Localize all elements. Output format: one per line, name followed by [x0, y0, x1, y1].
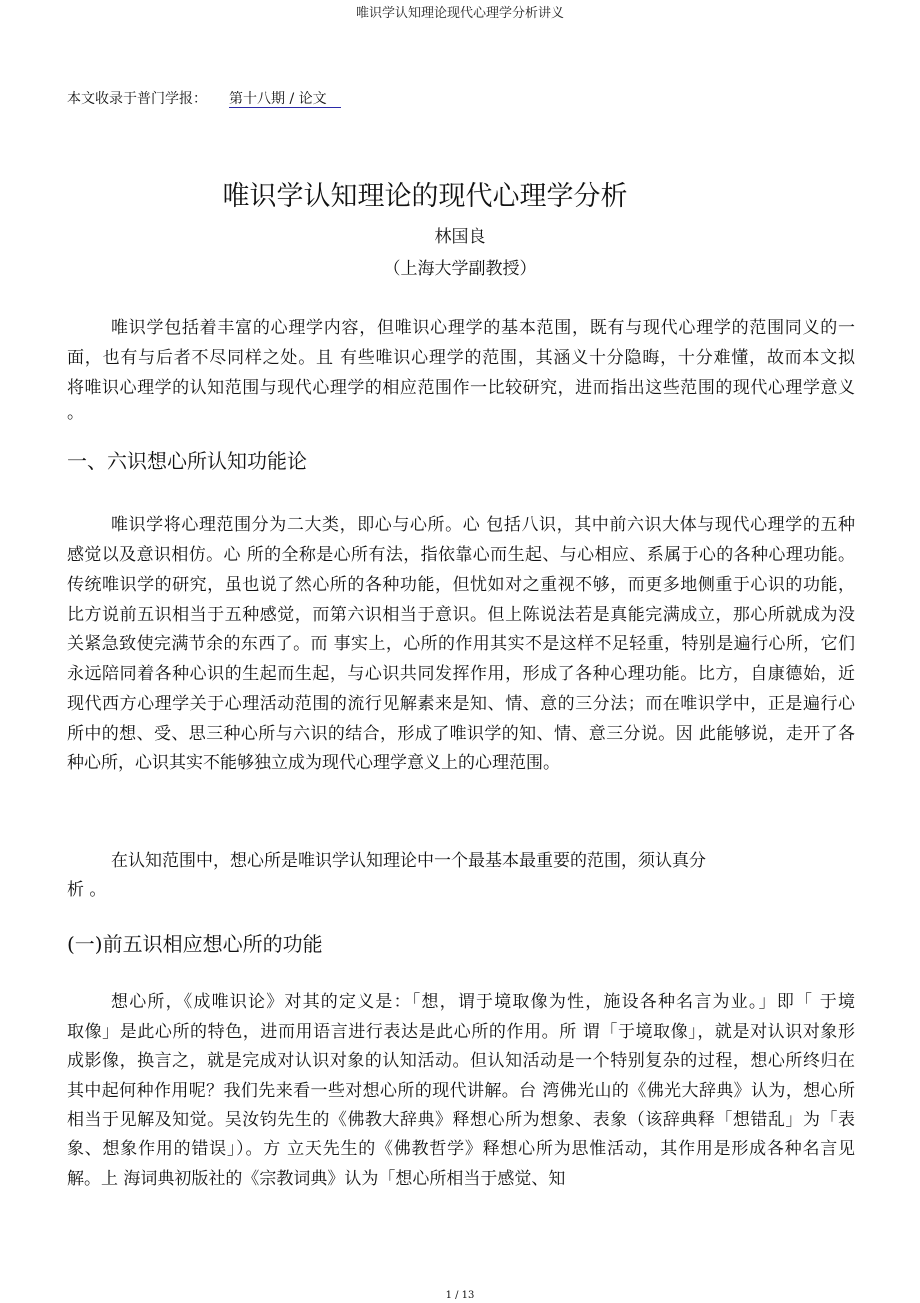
source-link[interactable]: 第十八期 / 论文: [229, 91, 341, 108]
text-line: 面，也有与后者不尽同样之处。且 有些唯识心理学的范围，其涵义十分隐晦，十分难懂，故而本文拟: [67, 348, 855, 368]
page-number: 1 / 13: [445, 1290, 475, 1301]
author: 林国良: [434, 227, 486, 247]
page-title: 唯识学认知理论的现代心理学分析: [222, 181, 628, 212]
subsection-heading: (一)前五识相应想心所的功能: [67, 932, 323, 956]
document-header: 唯识学认知理论现代心理学分析讲义: [355, 6, 564, 21]
text-line: 将唯识心理学的认知范围与现代心理学的相应范围作一比较研究，进而指出这些范围的现代心理学意义: [67, 378, 855, 398]
text-line: 所中的想、受、思三种心所与六识的结合，形成了唯识学的知、情、意三分说。因 此能够说，走开了各: [67, 724, 855, 744]
text-line: 唯识学将心理范围分为二大类，即心与心所。心 包括八识，其中前六识大体与现代心理学的五种: [111, 515, 855, 535]
text-line: 唯识学包括着丰富的心理学内容，但唯识心理学的基本范围，既有与现代心理学的范围同义的一: [111, 318, 855, 338]
text-line: 想心所，《成唯识论》对其的定义是：「想，谓于境取像为性，施设各种名言为业。」即「 于境: [111, 992, 855, 1012]
text-line: 其中起何种作用呢？我们先来看一些对想心所的现代讲解。台 湾佛光山的《佛光大辞典》认为，想心所: [67, 1081, 855, 1101]
text-line: 永远陪同着各种心识的生起而生起，与心识共同发挥作用，形成了各种心理功能。比方，自康德始，近: [67, 664, 855, 684]
text-line: 象、想象作用的错误」）。方 立天先生的《佛教哲学》释想心所为思惟活动，其作用是形成各种名言见: [67, 1139, 855, 1159]
text-line: 种心所，心识其实不能够独立成为现代心理学意义上的心理范围。: [67, 753, 560, 773]
text-line: 解。上 海词典初版社的《宗教词典》认为「想心所相当于感觉、知: [67, 1169, 566, 1189]
text-line: 在认知范围中，想心所是唯识学认知理论中一个最基本最重要的范围，须认真分: [111, 851, 706, 871]
text-line: 比方说前五识相当于五种感觉，而第六识相当于意识。但上陈说法若是真能完满成立，那心所就成为没: [67, 605, 855, 625]
text-line: 取像」是此心所的特色，进而用语言进行表达是此心所的作用。所 谓「于境取像」，就是对认识对象形: [67, 1022, 855, 1042]
text-line: 感觉以及意识相仿。心 所的全称是心所有法，指依靠心而生起、与心相应、系属于心的各种心理功能。: [67, 545, 855, 565]
text-line: 。: [67, 403, 84, 423]
source-label: 本文收录于普门学报：: [67, 91, 207, 107]
affiliation: （上海大学副教授）: [383, 259, 537, 279]
text-line: 传统唯识学的研究，虽也说了然心所的各种功能，但忧如对之重视不够，而更多地侧重于心识的功能，: [67, 575, 855, 595]
text-line: 关紧急致使完满节余的东西了。而 事实上，心所的作用其实不是这样不足轻重，特别是遍行心所，它们: [67, 634, 855, 654]
section-heading: 一、六识想心所认知功能论: [67, 449, 307, 473]
text-line: 相当于见解及知觉。吴汝钧先生的《佛教大辞典》释想心所为想象、表象（该辞典释「想错乱」为「表: [67, 1110, 855, 1130]
text-line: 成影像，换言之，就是完成对认识对象的认知活动。但认知活动是一个特别复杂的过程，想心所终归在: [67, 1051, 855, 1071]
source-line: [67, 88, 341, 108]
text-line: 现代西方心理学关于心理活动范围的流行见解素来是知、情、意的三分法；而在唯识学中，正是遍行心: [67, 694, 855, 714]
text-line: 析 。: [67, 880, 107, 900]
